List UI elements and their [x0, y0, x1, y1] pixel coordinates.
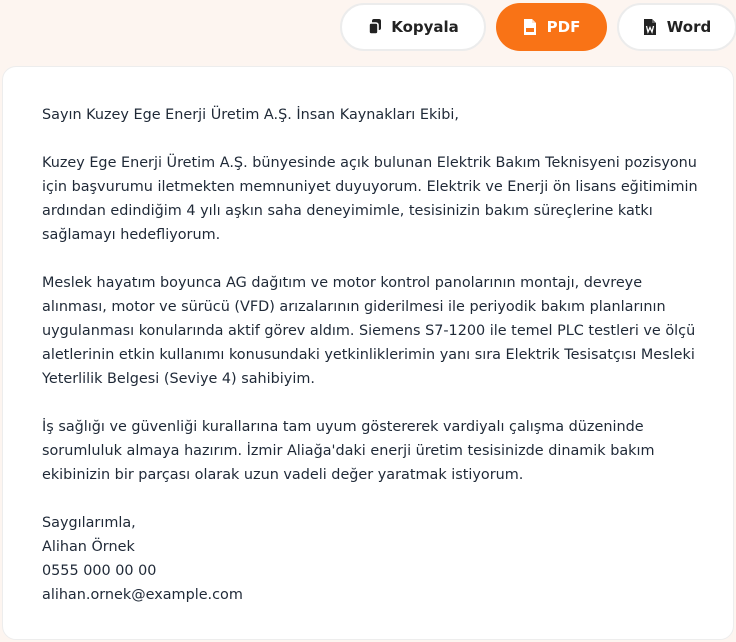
signer-email: alihan.ornek@example.com — [42, 587, 243, 603]
signer-phone: 0555 000 00 00 — [42, 563, 157, 579]
export-toolbar — [340, 2, 736, 52]
copy-button[interactable] — [340, 3, 486, 51]
word-button[interactable] — [617, 3, 736, 51]
copy-label: Kopyala — [391, 18, 459, 36]
word-file-icon — [643, 18, 659, 36]
pdf-file-icon — [523, 18, 539, 36]
word-label: Word — [666, 18, 712, 36]
letter-paragraph-3: İş sağlığı ve güvenliği kurallarına tam uyum göstererek vardiyalı çalışma düzeninde sorumluluk almaya hazırım. İzmir Aliağa'daki enerji üretim tesisinizde dinamik bakım ekibinizin bir parçası olarak uzun vadeli değer yaratmak istiyorum. — [42, 419, 655, 483]
letter-paragraph-2: Meslek hayatım boyunca AG dağıtım ve motor kontrol panolarının montajı, devreye alınması, motor ve sürücü (VFD) arızalarının giderilmesi ile periyodik bakım planlarının uygulanması konularında aktif görev aldım. Siemens S7-1200 ile temel PLC testleri ve ölçü aletlerinin etkin kullanımı konusundaki yetkinliklerimin yanı sıra Elektrik Tesisatçısı Mesleki Yeterlilik Belgesi (Seviye 4) sahibiyim. — [42, 275, 696, 387]
letter-paragraph-1: Kuzey Ege Enerji Üretim A.Ş. bünyesinde açık bulunan Elektrik Bakım Teknisyeni pozisyonu için başvurumu iletmekten memnuniyet duyuyorum. Elektrik ve Enerji ön lisans eğitimimin ardından edindiğim 4 yılı aşkın saha deneyimimle, tesisinizin bakım süreçlerine katkı sağlamayı hedefliyorum. — [42, 155, 698, 243]
cover-letter-text — [42, 103, 702, 607]
pdf-label: PDF — [546, 18, 581, 36]
letter-greeting: Sayın Kuzey Ege Enerji Üretim A.Ş. İnsan Kaynakları Ekibi, — [42, 107, 459, 123]
signer-name: Alihan Örnek — [42, 539, 135, 555]
copy-icon — [367, 18, 383, 36]
letter-closing: Saygılarımla, — [42, 515, 136, 531]
pdf-button[interactable] — [496, 3, 607, 51]
cover-letter-card — [2, 66, 734, 640]
